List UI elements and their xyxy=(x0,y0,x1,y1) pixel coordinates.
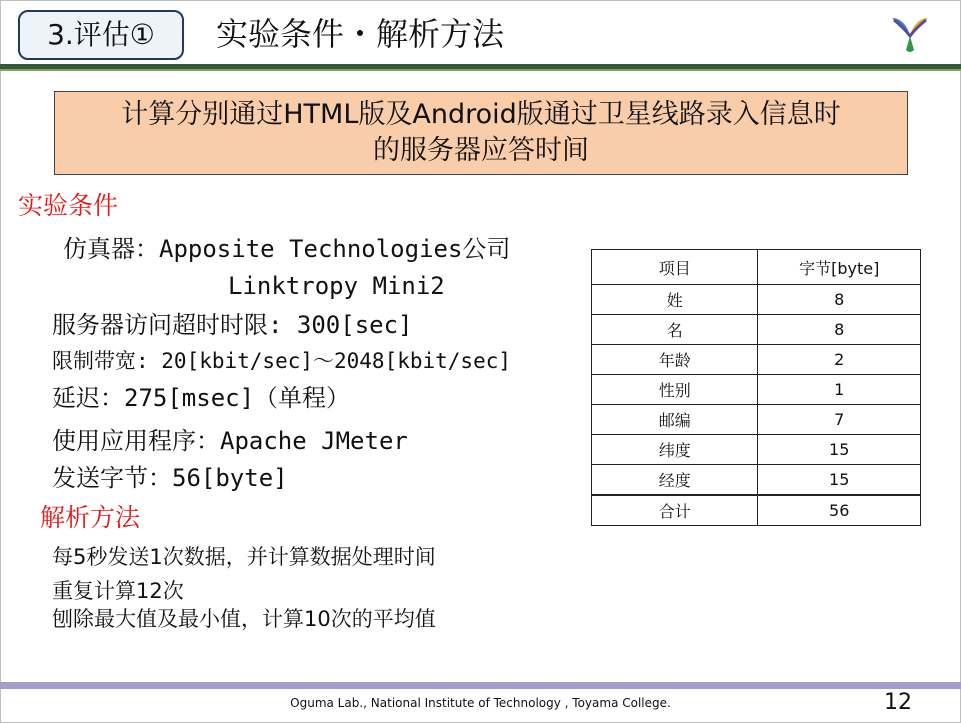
table-row xyxy=(592,405,921,435)
analysis-step-1: 每5秒发送1次数据，并计算数据处理时间 xyxy=(52,545,436,569)
table-row xyxy=(592,375,921,405)
table-cell-item: 名 xyxy=(592,315,758,345)
table-total-row xyxy=(592,495,921,526)
footer-credit: Oguma Lab., National Institute of Technology , Toyama College. xyxy=(290,696,671,710)
summary-banner xyxy=(54,91,908,175)
table-cell-bytes: 8 xyxy=(758,285,921,315)
banner-line-1: 计算分别通过HTML版及Android版通过卫星线路录入信息时 xyxy=(121,99,841,130)
table-cell-item: 性别 xyxy=(592,375,758,405)
page-number: 12 xyxy=(884,690,912,715)
page-title: 实验条件・解析方法 xyxy=(216,15,505,53)
column-header-bytes: 字节[byte] xyxy=(758,250,921,285)
table-header-row xyxy=(592,250,921,285)
table-cell-bytes: 8 xyxy=(758,315,921,345)
analysis-heading: 解析方法 xyxy=(40,503,141,532)
table-cell-bytes: 2 xyxy=(758,345,921,375)
table-row xyxy=(592,465,921,496)
table-cell-item: 经度 xyxy=(592,465,758,496)
table-row xyxy=(592,315,921,345)
college-logo-icon xyxy=(888,14,932,54)
table-cell-total-label: 合计 xyxy=(592,495,758,526)
table-cell-item: 纬度 xyxy=(592,435,758,465)
table-row xyxy=(592,285,921,315)
table-cell-bytes: 7 xyxy=(758,405,921,435)
byte-size-table xyxy=(591,249,921,526)
table-row xyxy=(592,345,921,375)
table-cell-item: 邮编 xyxy=(592,405,758,435)
analysis-step-3: 刨除最大值及最小值，计算10次的平均值 xyxy=(52,607,436,631)
table-cell-bytes: 1 xyxy=(758,375,921,405)
banner-line-2: 的服务器应答时间 xyxy=(373,135,589,166)
section-badge: 3.评估① xyxy=(18,10,184,60)
table-cell-item: 姓 xyxy=(592,285,758,315)
footer-band xyxy=(0,682,961,689)
condition-application: 使用应用程序：Apache JMeter xyxy=(52,427,408,455)
table-row xyxy=(592,435,921,465)
condition-payload: 发送字节：56[byte] xyxy=(52,464,288,492)
conditions-heading: 实验条件 xyxy=(18,191,119,220)
analysis-step-2: 重复计算12次 xyxy=(52,579,184,603)
condition-latency: 延迟：275[msec]（单程） xyxy=(52,384,351,412)
condition-emulator: 仿真器：Apposite Technologies公司 xyxy=(63,235,511,263)
condition-timeout: 服务器访问超时时限: 300[sec] xyxy=(52,311,413,339)
table-cell-bytes: 15 xyxy=(758,435,921,465)
table-cell-item: 年龄 xyxy=(592,345,758,375)
table-cell-total-value: 56 xyxy=(758,495,921,526)
condition-emulator-model: Linktropy Mini2 xyxy=(228,272,445,300)
header-divider-accent xyxy=(0,69,961,71)
column-header-item: 项目 xyxy=(592,250,758,285)
table-cell-bytes: 15 xyxy=(758,465,921,496)
condition-bandwidth: 限制带宽: 20[kbit/sec]～2048[kbit/sec] xyxy=(52,349,512,373)
